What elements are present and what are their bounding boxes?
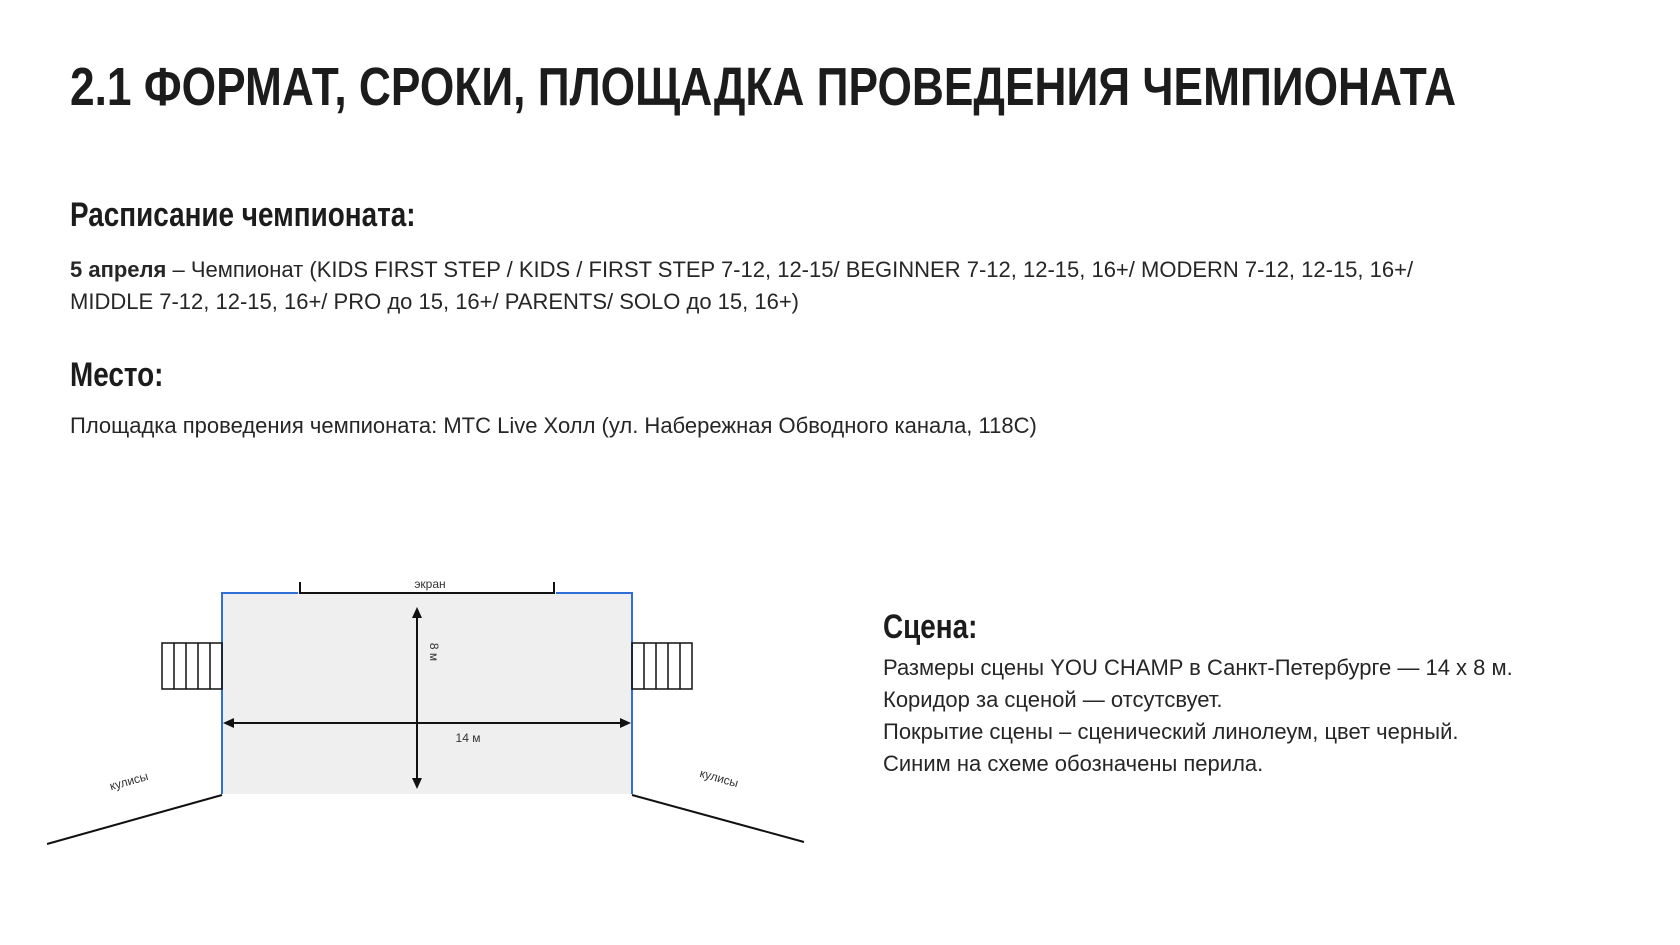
stage-line-size: Размеры сцены YOU CHAMP в Санкт-Петербурге — 14 х 8 м. — [883, 655, 1513, 680]
stage-line-corridor: Коридор за сценой — отсутсвует. — [883, 687, 1223, 712]
width-label: 14 м — [455, 731, 481, 745]
depth-label: 8 м — [427, 642, 441, 662]
wings-right-line — [632, 795, 804, 842]
schedule-date: 5 апреля — [70, 257, 167, 282]
page-title: 2.1 ФОРМАТ, СРОКИ, ПЛОЩАДКА ПРОВЕДЕНИЯ ЧЕМПИОНАТА — [70, 57, 1457, 117]
schedule-line-2: MIDDLE 7-12, 12-15, 16+/ PRO до 15, 16+/ PARENTS/ SOLO до 15, 16+) — [70, 289, 800, 314]
schedule-line-1 — [70, 254, 1413, 286]
stage-diagram — [0, 560, 830, 860]
stage-line-railing: Синим на схеме обозначены перила. — [883, 751, 1264, 776]
wings-right-label: кулисы — [698, 765, 740, 791]
schedule-line-1-text: – Чемпионат (KIDS FIRST STEP / KIDS / FIRST STEP 7-12, 12-15/ BEGINNER 7-12, 12-15, 16+/ MODERN 7-12, 12-15, 16+/ — [166, 257, 1414, 282]
place-heading: Место: — [70, 356, 164, 394]
stage-floor — [222, 592, 632, 794]
place-text: Площадка проведения чемпионата: МТС Live Холл (ул. Набережная Обводного канала, 118С) — [70, 413, 1037, 438]
stage-description — [883, 652, 1513, 780]
stage-line-surface: Покрытие сцены – сценический линолеум, цвет черный. — [883, 719, 1459, 744]
stairs-left — [162, 643, 222, 689]
wings-left-label: кулисы — [108, 768, 150, 794]
wings-left-line — [47, 795, 222, 844]
schedule-heading: Расписание чемпионата: — [70, 196, 416, 234]
screen-label: экран — [414, 577, 446, 591]
stage-heading: Сцена: — [883, 608, 978, 646]
stairs-right — [632, 643, 692, 689]
